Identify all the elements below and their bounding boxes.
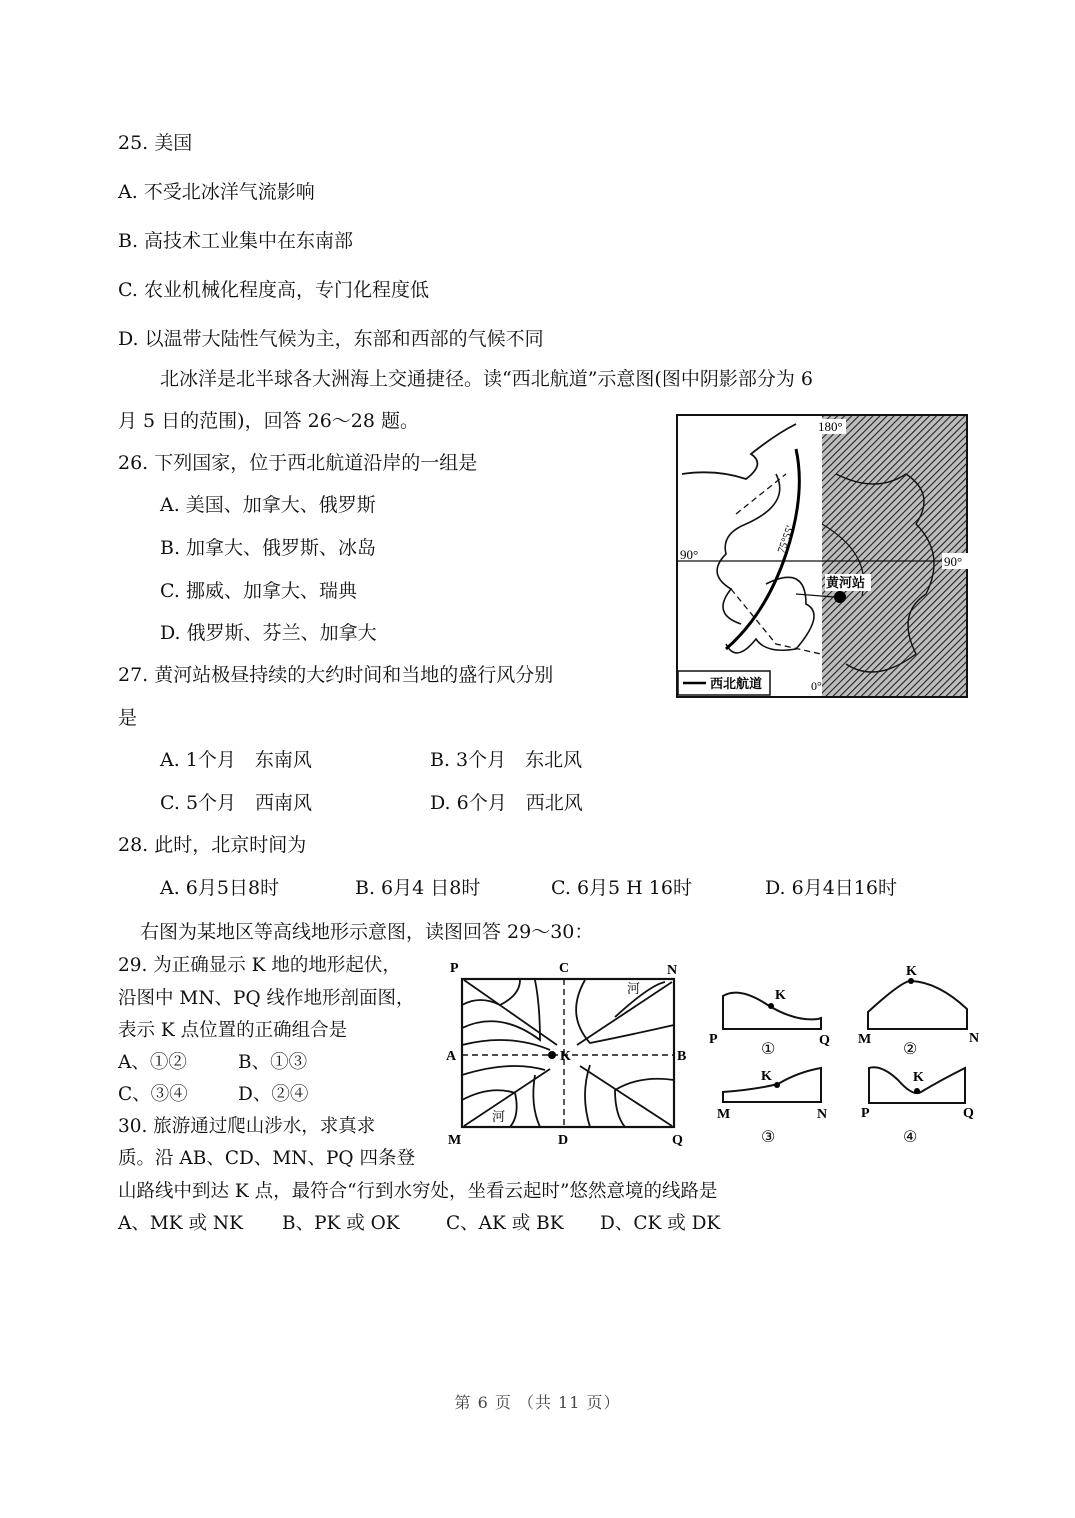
label-m: M <box>448 1133 462 1148</box>
label-latitude: 75°55′ <box>775 523 797 556</box>
q26-option-b: B. 加拿大、俄罗斯、冰岛 <box>160 537 377 559</box>
q27-stem-line2: 是 <box>118 707 138 729</box>
q29-stem-line3: 表示 K 点位置的正确组合是 <box>118 1020 348 1041</box>
label-180: 180° <box>818 419 843 434</box>
profile-2-k: K <box>906 964 917 979</box>
q25-option-c: C. 农业机械化程度高，专门化程度低 <box>118 279 429 301</box>
label-90-right: 90° <box>944 554 963 569</box>
q25-option-d: D. 以温带大陆性气候为主，东部和西部的气候不同 <box>118 328 544 350</box>
profile-diagrams <box>703 962 988 1150</box>
q27-option-b: B. 3个月 东北风 <box>430 749 583 771</box>
q28-stem: 28. 此时，北京时间为 <box>118 834 307 856</box>
label-n: N <box>667 963 678 978</box>
q30-option-b: B、PK 或 OK <box>282 1213 400 1234</box>
profile-1-left: P <box>709 1032 718 1047</box>
q26-stem: 26. 下列国家，位于西北航道沿岸的一组是 <box>118 452 478 474</box>
q27-stem-line1: 27. 黄河站极昼持续的大约时间和当地的盛行风分别 <box>118 664 554 686</box>
label-c: C <box>559 961 570 976</box>
q29-stem-line1: 29. 为正确显示 K 地的地形起伏， <box>118 955 401 976</box>
label-90-left: 90° <box>680 547 699 562</box>
q29-option-d: D、②④ <box>238 1084 309 1105</box>
q30-option-a: A、MK 或 NK <box>118 1213 243 1234</box>
page-footer: 第 6 页 （共 11 页） <box>454 1393 621 1412</box>
q28-option-b: B. 6月4 日8时 <box>355 877 481 899</box>
intro-26-28-line2: 月 5 日的范围)，回答 26～28 题。 <box>118 410 420 432</box>
profile-4-number: ④ <box>903 1129 918 1146</box>
q25-option-a: A. 不受北冰洋气流影响 <box>118 181 315 203</box>
profile-3-number: ③ <box>761 1129 776 1146</box>
profile-2 <box>868 981 967 1029</box>
profile-4-k-point <box>914 1088 920 1094</box>
legend-label: 西北航道 <box>710 676 763 691</box>
q29-stem-line2: 沿图中 MN、PQ 线作地形剖面图， <box>118 988 415 1009</box>
profile-3 <box>723 1068 821 1102</box>
point-k-marker <box>548 1051 556 1059</box>
line-pk <box>464 980 557 1045</box>
q25-option-b: B. 高技术工业集中在东南部 <box>118 230 354 252</box>
profile-1 <box>723 993 821 1029</box>
q27-option-a: A. 1个月 东南风 <box>160 749 312 771</box>
q28-option-c: C. 6月5 H 16时 <box>551 877 692 899</box>
profile-2-left: M <box>858 1032 872 1047</box>
profile-3-right: N <box>817 1107 828 1122</box>
profile-1-number: ① <box>761 1041 776 1058</box>
q30-stem-line2: 质。沿 AB、CD、MN、PQ 四条登 <box>118 1148 415 1169</box>
label-a: A <box>446 1049 457 1064</box>
q29-option-a: A、①② <box>118 1052 187 1073</box>
profile-2-right: N <box>969 1031 980 1046</box>
label-k: K <box>560 1049 571 1064</box>
label-station: 黄河站 <box>826 575 866 590</box>
q27-option-d: D. 6个月 西北风 <box>430 792 583 814</box>
northwest-passage-map <box>676 414 968 698</box>
profile-4-left: P <box>861 1106 870 1121</box>
profile-1-k-point <box>768 1003 774 1009</box>
q28-option-a: A. 6月5日8时 <box>160 877 280 899</box>
profile-4-right: Q <box>963 1106 974 1121</box>
profile-3-left: M <box>717 1107 731 1122</box>
label-0: 0° <box>811 679 822 693</box>
profile-4-k: K <box>913 1070 924 1085</box>
q25-stem: 25. 美国 <box>118 132 193 154</box>
label-river-ne: 河 <box>627 981 641 996</box>
q30-stem-line1: 30. 旅游通过爬山涉水，求真求 <box>118 1116 376 1137</box>
profile-2-number: ② <box>903 1041 918 1058</box>
label-p: P <box>450 961 459 976</box>
q30-option-c: C、AK 或 BK <box>446 1213 564 1234</box>
q26-option-d: D. 俄罗斯、芬兰、加拿大 <box>160 622 377 644</box>
line-kq <box>580 1066 672 1126</box>
label-river-sw: 河 <box>492 1109 506 1124</box>
q26-option-c: C. 挪威、加拿大、瑞典 <box>160 580 357 602</box>
profile-3-k: K <box>761 1069 772 1084</box>
intro-29-30: 右图为某地区等高线地形示意图，读图回答 29～30： <box>140 921 594 943</box>
station-marker-icon <box>834 591 846 603</box>
q30-option-d: D、CK 或 DK <box>600 1213 721 1234</box>
intro-26-28-line1: 北冰洋是北半球各大洲海上交通捷径。读“西北航道”示意图(图中阴影部分为 6 <box>160 368 813 390</box>
label-d: D <box>558 1133 569 1148</box>
profile-3-k-point <box>774 1082 780 1088</box>
q30-stem-line3: 山路线中到达 K 点，最符合“行到水穷处，坐看云起时”悠然意境的线路是 <box>118 1181 718 1202</box>
label-b: B <box>677 1049 687 1064</box>
q29-option-c: C、③④ <box>118 1084 188 1105</box>
label-q: Q <box>672 1133 683 1148</box>
contour-map <box>440 955 702 1150</box>
q28-option-d: D. 6月4日16时 <box>765 877 897 899</box>
q29-option-b: B、①③ <box>238 1052 308 1073</box>
q27-option-c: C. 5个月 西南风 <box>160 792 313 814</box>
profile-1-right: Q <box>819 1033 830 1048</box>
q26-option-a: A. 美国、加拿大、俄罗斯 <box>160 494 376 516</box>
profile-1-k: K <box>775 988 786 1003</box>
